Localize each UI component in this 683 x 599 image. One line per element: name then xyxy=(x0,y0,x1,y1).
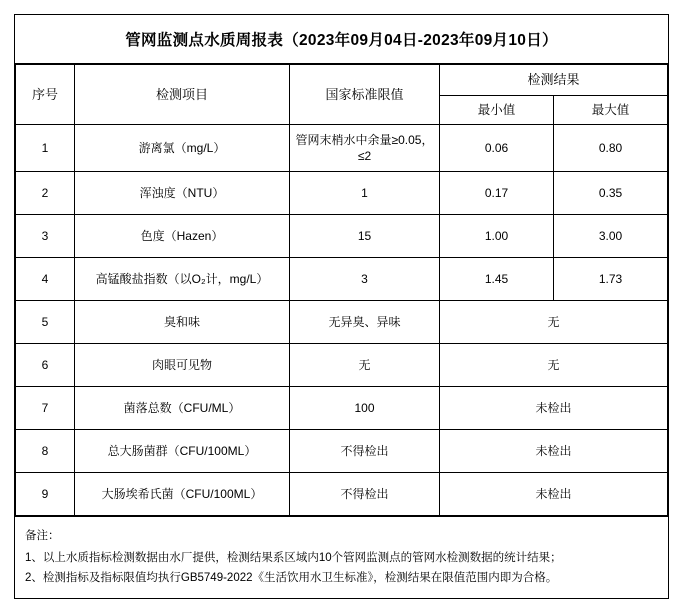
cell-standard: 1 xyxy=(290,172,440,215)
cell-item: 臭和味 xyxy=(75,301,290,344)
column-header-standard: 国家标准限值 xyxy=(290,65,440,125)
cell-item: 菌落总数（CFU/ML） xyxy=(75,387,290,430)
cell-result: 无 xyxy=(440,344,668,387)
cell-standard: 15 xyxy=(290,215,440,258)
cell-no: 5 xyxy=(16,301,75,344)
cell-item: 大肠埃希氏菌（CFU/100ML） xyxy=(75,473,290,516)
cell-no: 6 xyxy=(16,344,75,387)
column-header-min: 最小值 xyxy=(440,95,554,125)
cell-standard: 不得检出 xyxy=(290,430,440,473)
cell-no: 3 xyxy=(16,215,75,258)
cell-result: 无 xyxy=(440,301,668,344)
table-row xyxy=(16,301,668,344)
cell-no: 1 xyxy=(16,125,75,172)
cell-min: 0.17 xyxy=(440,172,554,215)
cell-max: 0.35 xyxy=(554,172,668,215)
table-row xyxy=(16,387,668,430)
cell-result: 未检出 xyxy=(440,473,668,516)
page-title: 管网监测点水质周报表（2023年09月04日-2023年09月10日） xyxy=(15,15,668,64)
cell-no: 9 xyxy=(16,473,75,516)
cell-max: 1.73 xyxy=(554,258,668,301)
table-row xyxy=(16,172,668,215)
table-row xyxy=(16,344,668,387)
cell-standard: 无 xyxy=(290,344,440,387)
cell-standard: 3 xyxy=(290,258,440,301)
column-header-item: 检测项目 xyxy=(75,65,290,125)
notes-label: 备注： xyxy=(25,530,60,543)
cell-standard: 不得检出 xyxy=(290,473,440,516)
cell-standard: 无异臭、异味 xyxy=(290,301,440,344)
table-row xyxy=(16,430,668,473)
report-frame xyxy=(14,14,669,599)
table-row xyxy=(16,473,668,516)
cell-result: 未检出 xyxy=(440,430,668,473)
table-header-row xyxy=(16,65,668,96)
cell-standard: 管网末梢水中余量≥0.05，≤2 xyxy=(290,125,440,172)
notes-section xyxy=(15,516,668,597)
column-header-no: 序号 xyxy=(16,65,75,125)
cell-no: 7 xyxy=(16,387,75,430)
cell-no: 4 xyxy=(16,258,75,301)
table-row xyxy=(16,215,668,258)
cell-item: 肉眼可见物 xyxy=(75,344,290,387)
column-header-result: 检测结果 xyxy=(440,65,668,96)
cell-max: 0.80 xyxy=(554,125,668,172)
notes-line-2: 2、检测指标及指标限值均执行GB5749-2022《生活饮用水卫生标准》，检测结果在限值范围内即为合格。 xyxy=(25,571,558,584)
cell-min: 1.45 xyxy=(440,258,554,301)
cell-item: 色度（Hazen） xyxy=(75,215,290,258)
water-quality-table xyxy=(15,64,668,516)
cell-result: 未检出 xyxy=(440,387,668,430)
cell-no: 2 xyxy=(16,172,75,215)
table-row xyxy=(16,125,668,172)
column-header-max: 最大值 xyxy=(554,95,668,125)
notes-line-1: 1、以上水质指标检测数据由水厂提供，检测结果系区域内10个管网监测点的管网水检测数据的统计结果； xyxy=(25,551,562,564)
cell-item: 总大肠菌群（CFU/100ML） xyxy=(75,430,290,473)
cell-item: 游离氯（mg/L） xyxy=(75,125,290,172)
cell-min: 0.06 xyxy=(440,125,554,172)
cell-no: 8 xyxy=(16,430,75,473)
cell-min: 1.00 xyxy=(440,215,554,258)
cell-item: 高锰酸盐指数（以O₂计，mg/L） xyxy=(75,258,290,301)
cell-item: 浑浊度（NTU） xyxy=(75,172,290,215)
table-row xyxy=(16,258,668,301)
cell-standard: 100 xyxy=(290,387,440,430)
cell-max: 3.00 xyxy=(554,215,668,258)
